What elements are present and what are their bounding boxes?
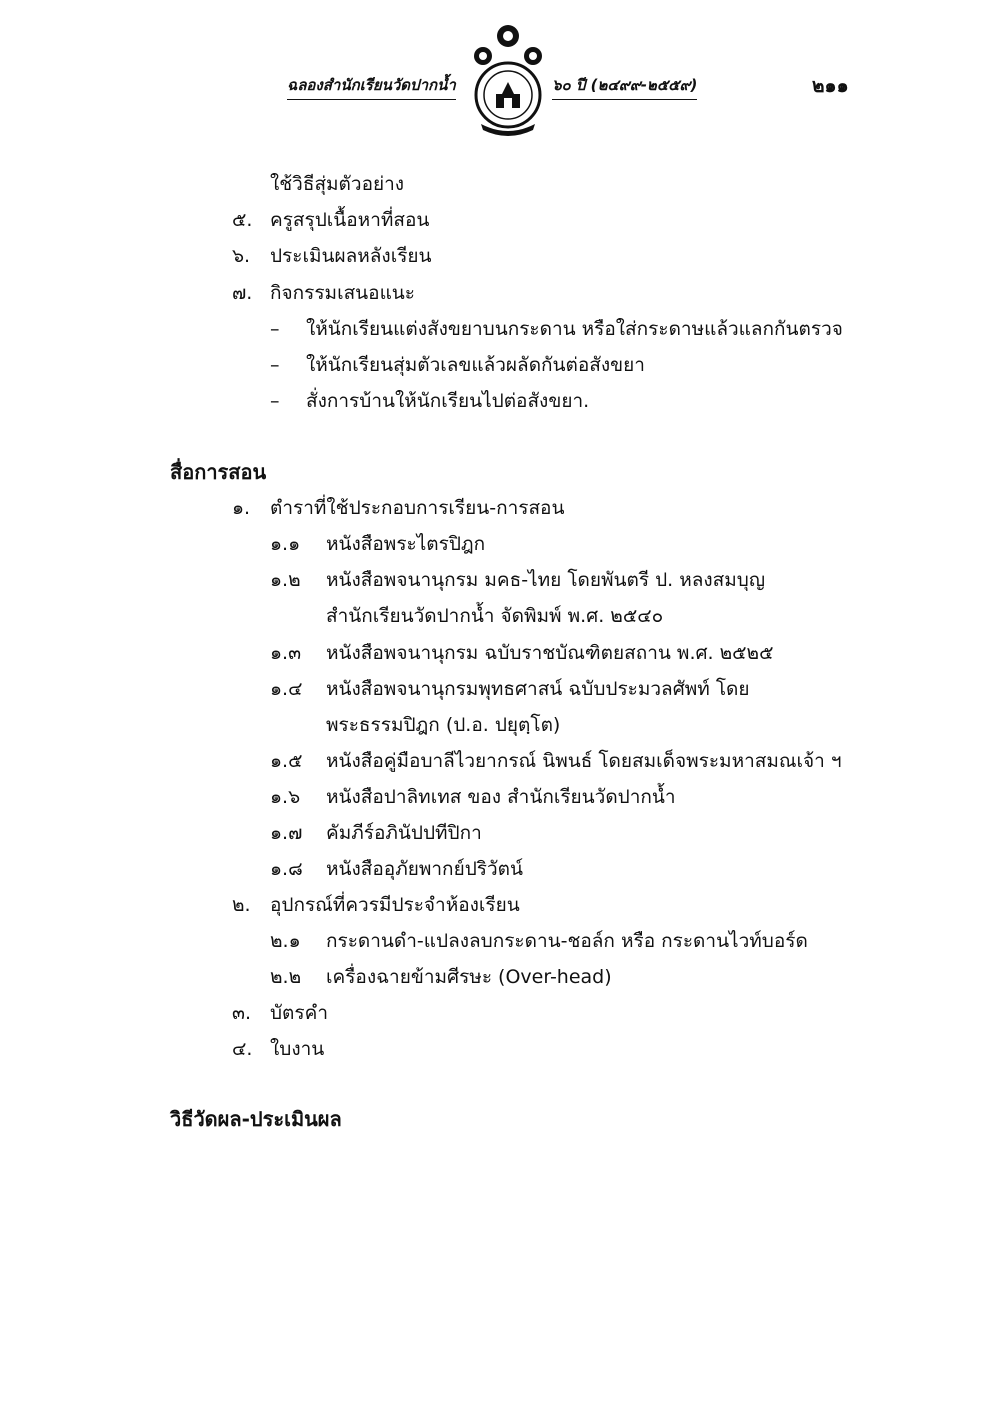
suggestion-item: ให้นักเรียนสุ่มตัวเลขแล้วผลัดกันต่อสังขยา bbox=[306, 354, 645, 376]
bullet-dash: – bbox=[270, 390, 280, 412]
sub-item-text-continued: พระธรรมปิฎก (ป.อ. ปยุตฺโต) bbox=[326, 714, 561, 736]
list-item-text: บัตรคำ bbox=[270, 1002, 328, 1024]
sub-number: ๑.๗ bbox=[270, 822, 303, 844]
suggestion-item: สั่งการบ้านให้นักเรียนไปต่อสังขยา. bbox=[306, 390, 590, 412]
list-item-text: ใบงาน bbox=[270, 1038, 325, 1060]
sub-number: ๑.๓ bbox=[270, 642, 302, 664]
sub-item-text: กระดานดำ-แปลงลบกระดาน-ชอล์ก หรือ กระดานไวท์บอร์ด bbox=[326, 930, 808, 952]
step-text: ประเมินผลหลังเรียน bbox=[270, 245, 432, 267]
sub-item-text: หนังสือพระไตรปิฎก bbox=[326, 533, 486, 555]
sub-item-text: หนังสือพจนานุกรมพุทธศาสน์ ฉบับประมวลศัพท์ โดย bbox=[326, 678, 750, 700]
step-text: กิจกรรมเสนอแนะ bbox=[270, 282, 416, 304]
section-heading-evaluation: วิธีวัดผล-ประเมินผล bbox=[170, 1107, 342, 1131]
bullet-dash: – bbox=[270, 354, 280, 376]
list-number: ๒. bbox=[232, 894, 251, 916]
suggestion-item: ให้นักเรียนแต่งสังขยาบนกระดาน หรือใส่กระดาษแล้วแลกกันตรวจ bbox=[306, 318, 843, 340]
header-left-title: ฉลองสำนักเรียนวัดปากน้ำ bbox=[287, 73, 456, 100]
sub-number: ๑.๔ bbox=[270, 678, 303, 700]
sub-number: ๑.๒ bbox=[270, 569, 301, 591]
sub-item-text: คัมภีร์อภินัปปทีปิกา bbox=[326, 822, 482, 844]
list-item-text: อุปกรณ์ที่ควรมีประจำห้องเรียน bbox=[270, 894, 520, 916]
list-item-text: ตำราที่ใช้ประกอบการเรียน-การสอน bbox=[270, 497, 565, 519]
sub-item-text: หนังสือพจนานุกรม มคธ-ไทย โดยพันตรี ป. หลงสมบุญ bbox=[326, 569, 766, 591]
sub-number: ๑.๕ bbox=[270, 750, 303, 772]
step-number: ๗. bbox=[232, 282, 253, 304]
sub-number: ๑.๑ bbox=[270, 533, 301, 555]
step-text: ครูสรุปเนื้อหาที่สอน bbox=[270, 209, 430, 231]
sub-item-text: เครื่องฉายข้ามศีรษะ (Over-head) bbox=[326, 966, 612, 988]
intro-line: ใช้วิธีสุ่มตัวอย่าง bbox=[270, 173, 405, 195]
sub-number: ๑.๘ bbox=[270, 858, 303, 880]
sub-number: ๒.๒ bbox=[270, 966, 302, 988]
section-heading-media: สื่อการสอน bbox=[170, 460, 267, 484]
sub-item-text: หนังสือพจนานุกรม ฉบับราชบัณฑิตยสถาน พ.ศ. ๒๕๒๕ bbox=[326, 642, 774, 664]
page-number: ๒๑๑ bbox=[812, 75, 849, 97]
sub-number: ๑.๖ bbox=[270, 786, 301, 808]
step-number: ๖. bbox=[232, 245, 251, 267]
temple-school-emblem-icon bbox=[463, 20, 553, 138]
list-number: ๔. bbox=[232, 1038, 253, 1060]
sub-number: ๒.๑ bbox=[270, 930, 301, 952]
header-right-title: ๖๐ ปี (๒๔๙๙-๒๕๕๙) bbox=[552, 73, 697, 100]
sub-item-text: หนังสือปาลิทเทส ของ สำนักเรียนวัดปากน้ำ bbox=[326, 786, 676, 808]
bullet-dash: – bbox=[270, 318, 280, 340]
sub-item-text: หนังสืออุภัยพากย์ปริวัตน์ bbox=[326, 858, 523, 880]
sub-item-text-continued: สำนักเรียนวัดปากน้ำ จัดพิมพ์ พ.ศ. ๒๕๔๐ bbox=[326, 605, 664, 627]
list-number: ๓. bbox=[232, 1002, 252, 1024]
sub-item-text: หนังสือคู่มือบาลีไวยากรณ์ นิพนธ์ โดยสมเด็จพระมหาสมณเจ้า ฯ bbox=[326, 750, 842, 772]
step-number: ๕. bbox=[232, 209, 253, 231]
list-number: ๑. bbox=[232, 497, 251, 519]
